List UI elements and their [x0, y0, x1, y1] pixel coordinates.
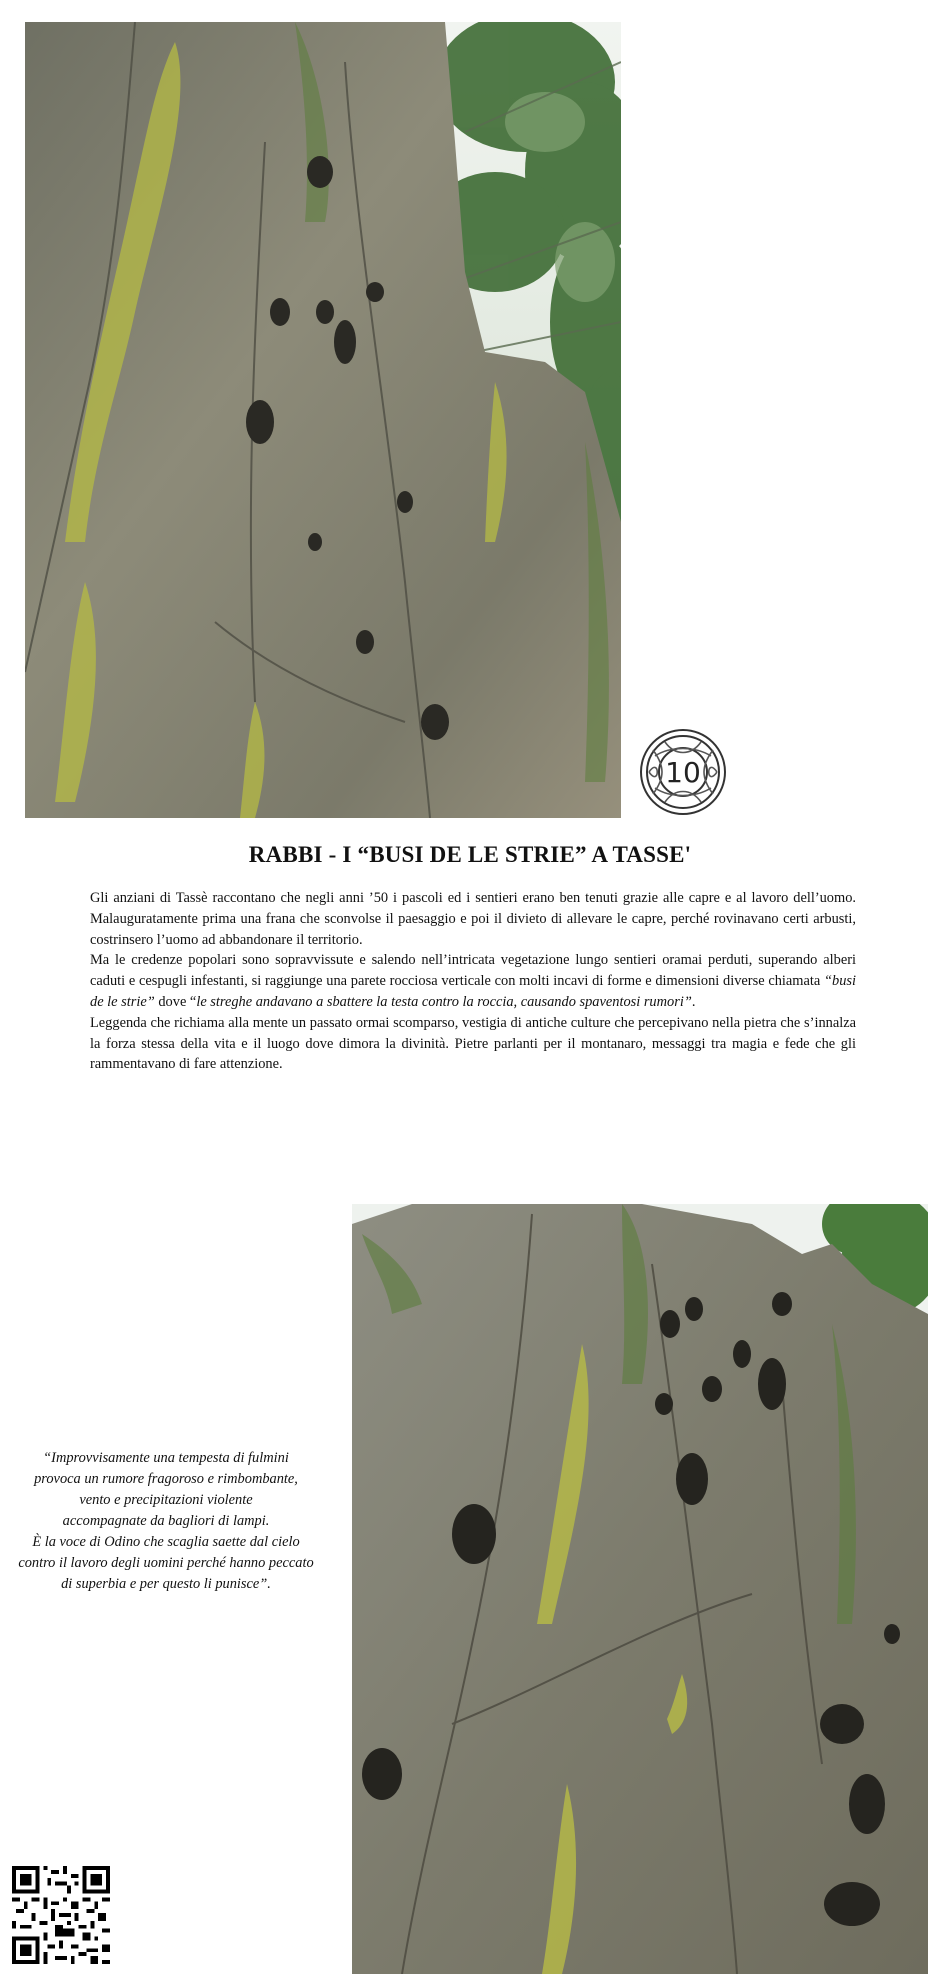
quote-line: È la voce di Odino che scaglia saette dal cielo [32, 1534, 300, 1550]
paragraph-2 [90, 950, 856, 1012]
qr-code[interactable] [12, 1866, 110, 1964]
witch-quote: le streghe andavano a sbattere la testa contro la roccia, causando spaventosi rumori” [196, 993, 692, 1010]
badge-number: 10 [665, 755, 701, 789]
page-title: RABBI - I “BUSI DE LE STRIE” A TASSE' [248, 842, 692, 867]
quote-line: vento e precipitazioni violente [79, 1492, 253, 1508]
quote-line: di superbia e per questo li punisce”. [61, 1576, 271, 1592]
body-text [90, 888, 856, 1075]
rock-wall-photo-top [25, 22, 621, 818]
paragraph-2-mid: dove “ [154, 993, 197, 1010]
paragraph-3: Leggenda che richiama alla mente un passato ormai scomparso, vestigia di antiche culture che percepivano nella pietra che s’innalza la forza stessa della vita e il luogo dove dimora la divinità. Pietre parlanti per il montanaro, messaggi tra magia e fede che gli rammentavano di fare attenzione. [90, 1014, 856, 1073]
quote-line: provoca un rumore fragoroso e rimbombante, [34, 1471, 298, 1487]
qr-code-icon [12, 1866, 110, 1964]
paragraph-2-start: Ma le credenze popolari sono sopravvissute e salendo nell’intricata vegetazione lungo sentieri oramai perduti, superando alberi caduti e cespugli infestanti, si raggiunge una parete rocciosa verticale con molti incavi di forme e dimensioni diverse chiamata [90, 952, 856, 990]
paragraph-1: Gli anziani di Tassè raccontano che negli anni ’50 i pascoli ed i sentieri erano ben tenuti grazie alle capre e al lavoro dell’uomo. Malauguratamente prima una frana che sconvolse il paesaggio e poi il divieto di allevare le capre, perché rovinavano certi arbusti, costrinsero l’uomo ad abbandonare il territorio. [90, 890, 856, 948]
quote-line: accompagnate da bagliori di lampi. [62, 1513, 270, 1529]
busi-term: “busi de le strie” [90, 973, 856, 1010]
odin-quote [6, 1448, 326, 1595]
quote-line: “Improvvisamente una tempesta di fulmini [43, 1450, 289, 1466]
paragraph-2-end: . [691, 993, 696, 1010]
rock-wall-photo-bottom [352, 1204, 928, 1974]
celtic-knot-badge [635, 726, 731, 818]
quote-line: contro il lavoro degli uomini perché hanno peccato [18, 1555, 314, 1571]
